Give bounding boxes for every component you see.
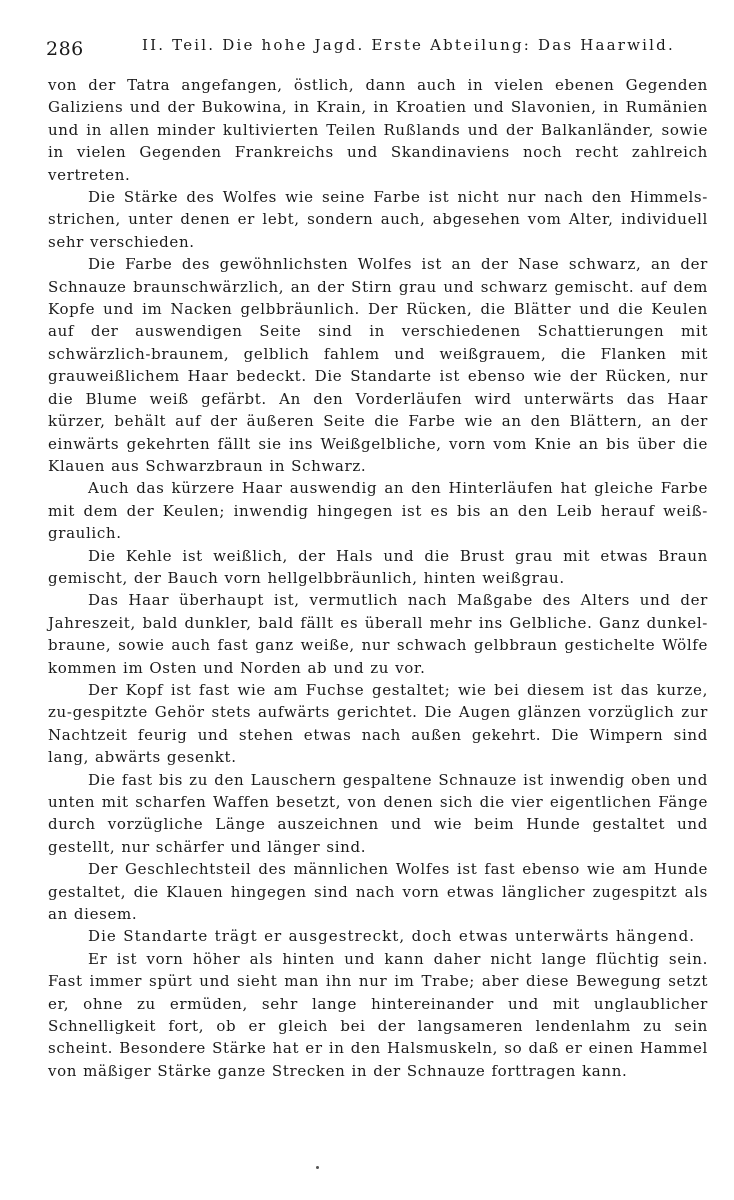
paragraph-wolf-size: Die Stärke des Wolfes wie seine Farbe ist nicht nur nach den Himmels-strichen, unter denen er lebt, sondern auch, abgesehen vom Alter, individuell sehr verschieden.	[48, 188, 708, 251]
paragraph-hair: Das Haar überhaupt ist, vermutlich nach Maßgabe des Alters und der Jahreszeit, bald dunkler, bald fällt es überall mehr ins Gelbliche. Ganz dunkel-braune, sowie auch fast ganz weiße, nur schwach gelbbraun gestichelte Wölfe kommen im Osten und Norden ab und zu vor.	[48, 591, 708, 677]
paragraph-wolf-color: Die Farbe des gewöhnlichsten Wolfes ist an der Nase schwarz, an der Schnauze braunschwärzlich, an der Stirn grau und schwarz gemischt. auf dem Kopfe und im Nacken gelbbräunlich. Der Rücken, die Blätter und die Keulen auf der auswendigen Seite sind in verschiedenen Schattierungen mit schwärzlich-braunem, gelblich fahlem und weißgrauem, die Flanken mit grauweißlichem Haar bedeckt. Die Standarte ist ebenso wie der Rücken, nur die Blume weiß gefärbt. An den Vorderläufen wird unterwärts das Haar kürzer, behält auf der äußeren Seite die Farbe wie an den Blättern, an der einwärts gekehrten fällt sie ins Weißgelbliche, vorn vom Knie an bis über die Klauen aus Schwarzbraun in Schwarz.	[48, 255, 708, 475]
page-header	[46, 30, 706, 66]
paragraph-tail: Die Standarte trägt er ausgestreckt, doch etwas unterwärts hängend.	[88, 927, 696, 946]
page-number: 286	[46, 38, 84, 60]
paragraph-gait: Er ist vorn höher als hinten und kann daher nicht lange flüchtig sein. Fast immer spürt und sieht man ihn nur im Trabe; aber diese Bewegung setzt er, ohne zu ermüden, sehr lange hintereinander und mit unglaublicher Schnelligkeit fort, ob er gleich bei der langsameren lendenlahm zu sein scheint. Besondere Stärke hat er in den Halsmuskeln, so daß er einen Hammel von mäßiger Stärke ganze Strecken in der Schnauze forttragen kann.	[48, 949, 708, 1080]
paragraph-throat: Die Kehle ist weißlich, der Hals und die Brust grau mit etwas Braun gemischt, der Bauch vorn hellgelbbräunlich, hinten weißgrau.	[48, 546, 708, 587]
paragraph-continuation: von der Tatra angefangen, östlich, dann auch in vielen ebenen Gegenden Galiziens und der Bukowina, in Krain, in Kroatien und Slavonien, in Rumänien und in allen minder kultivierten Teilen Rußlands und der Balkanländer, sowie in vielen Gegenden Frankreichs und Skandinaviens noch recht zahlreich vertreten.	[48, 76, 708, 184]
paragraph-hind-legs: Auch das kürzere Haar auswendig an den Hinterläufen hat gleiche Farbe mit dem der Keulen; inwendig hingegen ist es bis an den Leib herauf weiß-graulich.	[48, 479, 708, 543]
paragraph-head: Der Kopf ist fast wie am Fuchse gestaltet; wie bei diesem ist das kurze, zu-gespitzte Gehör stets aufwärts gerichtet. Die Augen glänzen vorzüglich zur Nachtzeit feurig und stehen etwas nach außen gekehrt. Die Wimpern sind lang, abwärts gesenkt.	[48, 680, 708, 767]
running-title: II. Teil. Die hohe Jagd. Erste Abteilung: Das Haarwild.	[142, 36, 675, 54]
paragraph-snout: Die fast bis zu den Lauschern gespaltene Schnauze ist inwendig oben und unten mit scharfen Waffen besetzt, von denen sich die vier eigentlichen Fänge durch vorzügliche Länge auszeichnen und wie beim Hunde gestaltet und gestellt, nur schärfer und länger sind.	[48, 770, 708, 856]
print-speck	[316, 1166, 319, 1169]
body-text	[48, 74, 708, 1082]
paragraph-genitals: Der Geschlechtsteil des männlichen Wolfes ist fast ebenso wie am Hunde gestaltet, die Klauen hingegen sind nach vorn etwas länglicher zugespitzt als an diesem.	[48, 860, 708, 924]
